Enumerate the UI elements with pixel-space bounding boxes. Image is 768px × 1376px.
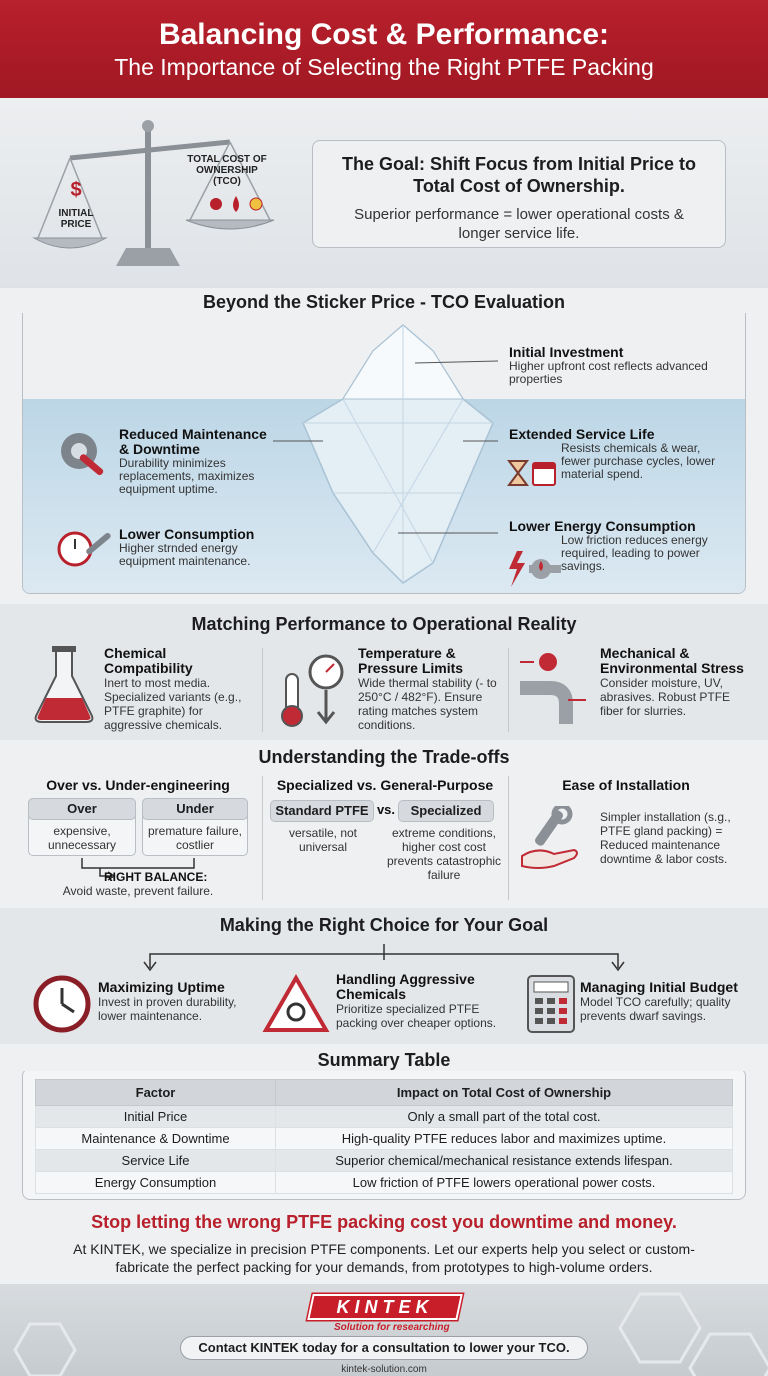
cta-text: At KINTEK, we specialize in precision PTFE components. Let our experts help you select or custom-fabricate the perfect packing for your demands, from prototypes to high-volume orders. — [73, 1241, 695, 1275]
specialized-label: Specialized — [398, 800, 494, 822]
tco-item-title: Lower Energy Consumption — [509, 518, 696, 534]
tco-item-title: Reduced Maintenance & Downtime — [119, 426, 267, 457]
tradeoffs-title — [0, 747, 768, 768]
tco-item-title: Lower Consumption — [119, 526, 255, 542]
tco-title — [0, 292, 768, 313]
table-header-row — [36, 1080, 733, 1106]
item-text: Consider moisture, UV, abrasives. Robust PTFE fiber for slurries. — [600, 676, 731, 718]
biohazard-warning-icon — [266, 978, 326, 1030]
right-balance-title: RIGHT BALANCE: — [104, 870, 208, 884]
gear-wrench-icon — [61, 433, 104, 476]
stopwatch-wrench-icon — [59, 532, 112, 565]
temperature-pressure — [358, 646, 504, 732]
tco-reduced-maintenance — [119, 427, 279, 496]
page-title: Balancing Cost & Performance: — [158, 18, 610, 51]
divider — [508, 776, 509, 900]
tradeoffs-title-text: Understanding the Trade-offs — [246, 747, 521, 767]
footer — [0, 1284, 768, 1376]
installation-title: Ease of Installation — [562, 777, 690, 793]
item-text: Wide thermal stability (- to 250°C / 482°F). Ensure rating matches system conditions. — [358, 676, 497, 732]
table-row — [36, 1172, 733, 1194]
hero-section — [0, 98, 768, 288]
tco-item-title: Initial Investment — [509, 344, 624, 360]
contact-banner[interactable]: Contact KINTEK today for a consultation to lower your TCO. — [180, 1336, 588, 1360]
choice-title-text: Making the Right Choice for Your Goal — [208, 915, 560, 935]
under-text: premature failure, costlier — [147, 824, 243, 852]
calculator-icon — [528, 976, 574, 1032]
table-header: Factor — [36, 1080, 276, 1106]
thermometer-gauge-icon — [282, 656, 342, 726]
summary-title — [0, 1050, 768, 1071]
table-row — [36, 1150, 733, 1172]
page-subtitle: The Importance of Selecting the Right PTFE Packing — [114, 54, 654, 80]
specialized-general-title: Specialized vs. General-Purpose — [276, 777, 494, 793]
standard-ptfe-text: versatile, not universal — [288, 826, 358, 854]
table-cell: Only a small part of the total cost. — [276, 1106, 733, 1128]
handling-chemicals — [336, 972, 516, 1030]
flask-icon — [36, 646, 93, 722]
mechanical-stress — [600, 646, 750, 718]
installation-text: Simpler installation (s.g., PTFE gland packing) = Reduced maintenance downtime & labor costs. — [600, 810, 731, 866]
under-label: Under — [142, 798, 248, 820]
vs-label: vs. — [376, 802, 396, 817]
tradeoffs-section — [0, 740, 768, 908]
clock-icon — [36, 978, 88, 1030]
hand-wrench-icon — [518, 806, 588, 876]
managing-budget — [580, 980, 750, 1023]
item-title: Managing Initial Budget — [580, 979, 738, 995]
table-cell: Initial Price — [36, 1106, 276, 1128]
tco-label: TOTAL COST OF OWNERSHIP (TCO) — [187, 154, 267, 187]
item-title: Mechanical & Environmental Stress — [600, 645, 744, 676]
tco-item-text: Higher upfront cost reflects advanced properties — [509, 359, 708, 386]
table-row — [36, 1106, 733, 1128]
tco-extended-service-life — [509, 427, 719, 481]
matching-section — [0, 604, 768, 740]
right-balance-text: Avoid waste, prevent failure. — [62, 884, 214, 898]
item-title: Maximizing Uptime — [98, 979, 225, 995]
item-text: Prioritize specialized PTFE packing over cheaper options. — [336, 1002, 497, 1030]
item-text: Model TCO carefully; quality prevents dwarf savings. — [580, 995, 731, 1023]
initial-price-label: INITIAL PRICE — [58, 208, 94, 230]
website-link[interactable]: kintek-solution.com — [341, 1364, 427, 1375]
table-cell: Energy Consumption — [36, 1172, 276, 1194]
header-banner — [0, 0, 768, 98]
summary-frame — [22, 1068, 746, 1200]
maximizing-uptime — [98, 980, 258, 1023]
choice-section — [0, 908, 768, 1044]
table-cell: High-quality PTFE reduces labor and maximizes uptime. — [276, 1128, 733, 1150]
tco-item-text: Resists chemicals & wear, fewer purchase cycles, lower material spend. — [561, 441, 716, 481]
standard-ptfe-label: Standard PTFE — [270, 800, 374, 822]
summary-table — [35, 1079, 733, 1194]
goal-box — [312, 140, 726, 248]
tco-item-text: Low friction reduces energy required, leading to power savings. — [561, 533, 708, 573]
tco-title-text: Beyond the Sticker Price - TCO Evaluation — [191, 292, 577, 312]
tco-section — [0, 288, 768, 604]
tco-item-text: Higher strnded energy equipment maintenance. — [119, 541, 251, 568]
item-text: Inert to most media. Specialized variants (e.g., PTFE graphite) for aggressive chemicals. — [104, 676, 242, 732]
table-cell: Superior chemical/mechanical resistance extends lifespan. — [276, 1150, 733, 1172]
logo-text: KINTEK — [336, 1297, 434, 1317]
over-text: expensive, unnecessary — [47, 824, 117, 852]
over-label: Over — [28, 798, 136, 820]
item-title: Temperature & Pressure Limits — [358, 645, 464, 676]
tco-item-title: Extended Service Life — [509, 426, 655, 442]
tagline: Solution for researching — [334, 1322, 450, 1333]
table-cell: Low friction of PTFE lowers operational power costs. — [276, 1172, 733, 1194]
kintek-logo — [307, 1294, 463, 1320]
item-title: Chemical Compatibility — [104, 645, 193, 676]
table-cell: Service Life — [36, 1150, 276, 1172]
over-under-title: Over vs. Under-engineering — [46, 777, 230, 793]
specialized-text: extreme conditions, higher cost cost prevents catastrophic failure — [386, 826, 502, 882]
tco-lower-consumption — [119, 527, 279, 568]
tco-lower-energy — [509, 519, 719, 573]
table-cell: Maintenance & Downtime — [36, 1128, 276, 1150]
item-text: Invest in proven durability, lower maintenance. — [98, 995, 237, 1023]
pipe-stress-icon — [520, 653, 586, 724]
divider — [262, 776, 263, 900]
goal-text: Superior performance = lower operational costs & longer service life. — [354, 206, 684, 242]
initial-price-symbol: $ — [70, 179, 82, 201]
goal-title: The Goal: Shift Focus from Initial Price to Total Cost of Ownership. — [341, 154, 697, 196]
matching-title-text: Matching Performance to Operational Reality — [179, 614, 588, 634]
table-header: Impact on Total Cost of Ownership — [276, 1080, 733, 1106]
summary-title-text: Summary Table — [306, 1050, 463, 1070]
tco-initial-investment — [509, 345, 729, 386]
tco-frame — [22, 302, 746, 594]
item-title: Handling Aggressive Chemicals — [336, 971, 475, 1002]
tco-item-text: Durability minimizes replacements, maximizes equipment uptime. — [119, 456, 255, 496]
cta-title: Stop letting the wrong PTFE packing cost you downtime and money. — [91, 1212, 677, 1232]
chemical-compatibility — [104, 646, 254, 732]
table-row — [36, 1128, 733, 1150]
